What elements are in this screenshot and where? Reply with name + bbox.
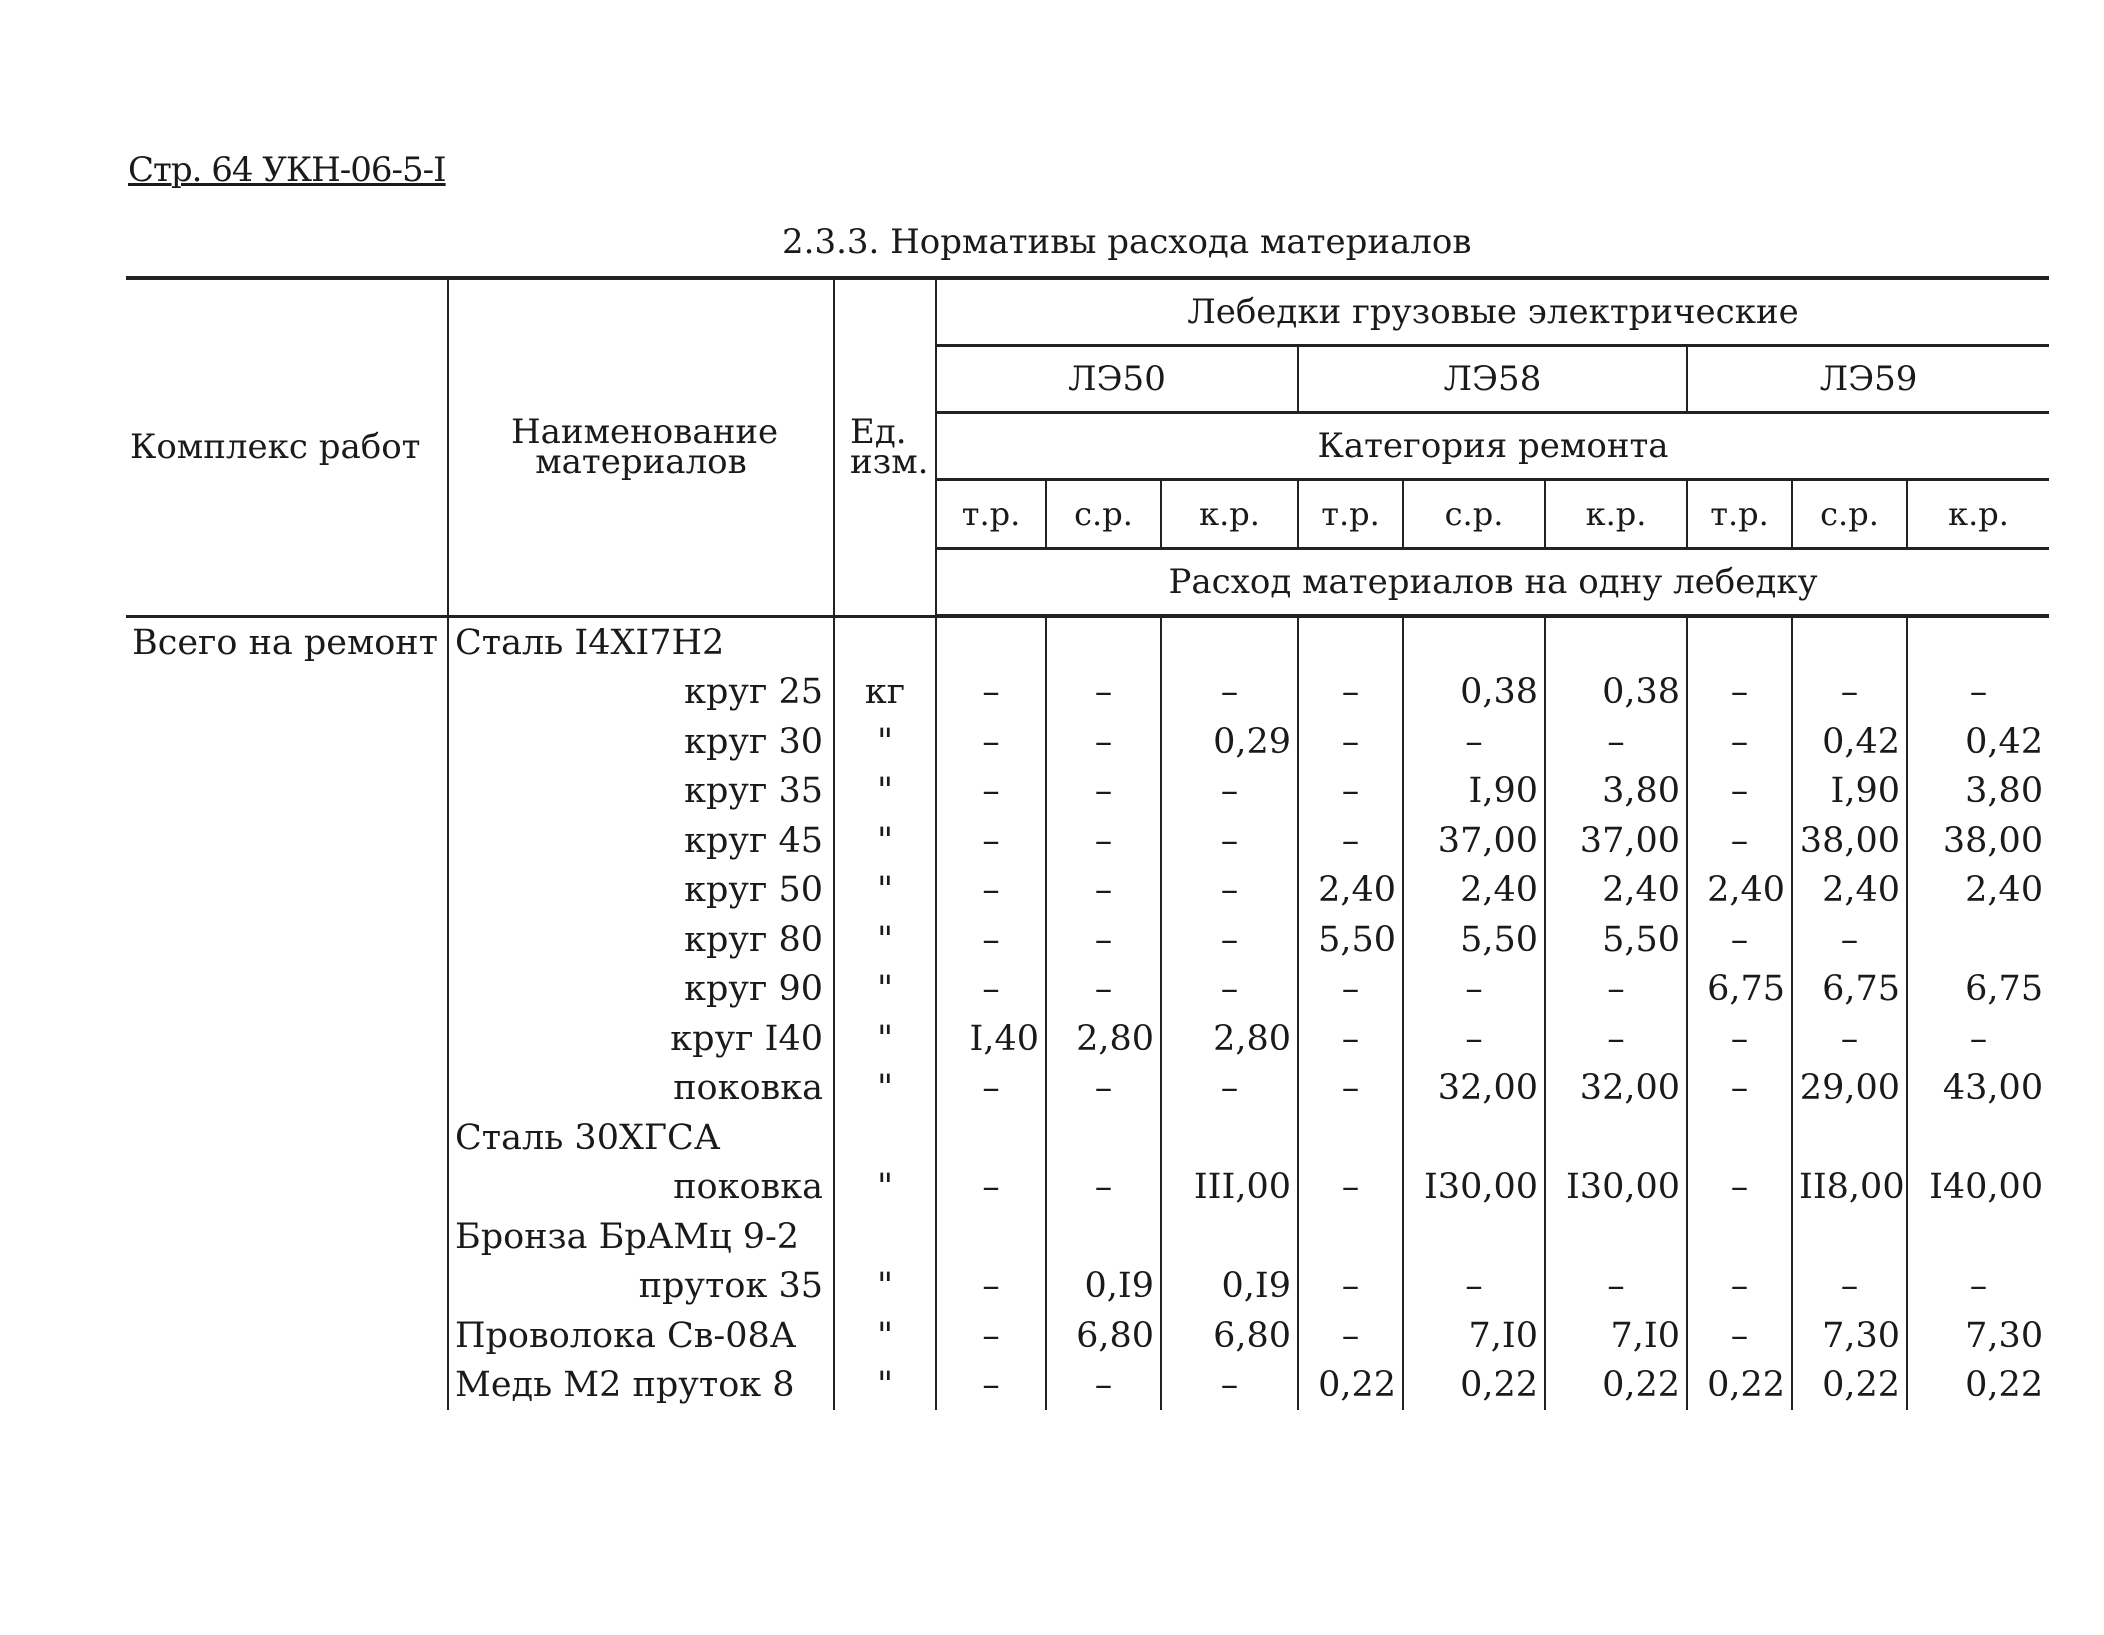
header-model-le58: ЛЭ58 bbox=[1298, 346, 1687, 413]
header-cat-4: т.р. bbox=[1298, 480, 1403, 549]
cell-unit: " bbox=[834, 1262, 936, 1312]
cell-value: 0,22 bbox=[1907, 1361, 2049, 1411]
cell-value bbox=[1907, 616, 2049, 668]
cell-value: – bbox=[1161, 767, 1298, 817]
cell-work bbox=[126, 915, 448, 965]
cell-material: Сталь 30ХГСА bbox=[448, 1113, 834, 1163]
cell-value: – bbox=[1545, 1262, 1687, 1312]
table-row bbox=[126, 1163, 2049, 1213]
cell-work bbox=[126, 668, 448, 718]
cell-value: 2,40 bbox=[1403, 866, 1545, 916]
cell-value: – bbox=[936, 915, 1046, 965]
table-row bbox=[126, 1064, 2049, 1114]
cell-value: 5,50 bbox=[1298, 915, 1403, 965]
cell-value: 7,I0 bbox=[1545, 1311, 1687, 1361]
cell-unit: " bbox=[834, 915, 936, 965]
cell-value: – bbox=[1687, 816, 1792, 866]
cell-value bbox=[1792, 1113, 1907, 1163]
cell-value: – bbox=[1792, 915, 1907, 965]
cell-value: – bbox=[1907, 1262, 2049, 1312]
cell-value: – bbox=[1298, 1262, 1403, 1312]
header-cat-2: с.р. bbox=[1046, 480, 1161, 549]
cell-unit bbox=[834, 616, 936, 668]
cell-value: 0,I9 bbox=[1046, 1262, 1161, 1312]
cell-value: 0,42 bbox=[1907, 717, 2049, 767]
cell-value: – bbox=[1046, 816, 1161, 866]
cell-value: III,00 bbox=[1161, 1163, 1298, 1213]
cell-material: круг I40 bbox=[448, 1014, 834, 1064]
cell-unit: " bbox=[834, 816, 936, 866]
cell-value: 6,75 bbox=[1687, 965, 1792, 1015]
cell-value: 0,29 bbox=[1161, 717, 1298, 767]
cell-value: 43,00 bbox=[1907, 1064, 2049, 1114]
cell-value bbox=[1907, 1212, 2049, 1262]
cell-material: круг 90 bbox=[448, 965, 834, 1015]
cell-value: 6,75 bbox=[1907, 965, 2049, 1015]
cell-material: Медь М2 пруток 8 bbox=[448, 1361, 834, 1411]
cell-material: круг 45 bbox=[448, 816, 834, 866]
cell-value: I,90 bbox=[1403, 767, 1545, 817]
cell-value: – bbox=[936, 1262, 1046, 1312]
cell-value: 38,00 bbox=[1792, 816, 1907, 866]
cell-value: – bbox=[1907, 668, 2049, 718]
cell-value: I,40 bbox=[936, 1014, 1046, 1064]
cell-value: 0,I9 bbox=[1161, 1262, 1298, 1312]
cell-value: 2,80 bbox=[1046, 1014, 1161, 1064]
cell-value: 0,22 bbox=[1298, 1361, 1403, 1411]
cell-value: 0,22 bbox=[1403, 1361, 1545, 1411]
cell-work bbox=[126, 1014, 448, 1064]
header-cat-8: с.р. bbox=[1792, 480, 1907, 549]
cell-work: Всего на ремонт bbox=[132, 622, 438, 663]
cell-value: 0,38 bbox=[1545, 668, 1687, 718]
cell-value: – bbox=[1403, 1262, 1545, 1312]
cell-value bbox=[1298, 616, 1403, 668]
cell-value: – bbox=[1161, 965, 1298, 1015]
cell-unit bbox=[834, 1113, 936, 1163]
cell-value: – bbox=[1792, 1262, 1907, 1312]
cell-value bbox=[1046, 1113, 1161, 1163]
cell-material: круг 30 bbox=[448, 717, 834, 767]
cell-value: 0,42 bbox=[1792, 717, 1907, 767]
header-work-complex: Комплекс работ bbox=[126, 278, 448, 616]
cell-value bbox=[1792, 616, 1907, 668]
cell-value: 0,22 bbox=[1687, 1361, 1792, 1411]
cell-work bbox=[126, 1113, 448, 1163]
cell-value: I30,00 bbox=[1403, 1163, 1545, 1213]
materials-norms-table bbox=[126, 276, 2049, 1410]
cell-value: – bbox=[936, 1361, 1046, 1411]
cell-unit: " bbox=[834, 717, 936, 767]
cell-value: – bbox=[936, 1163, 1046, 1213]
cell-value: – bbox=[936, 866, 1046, 916]
header-cat-5: с.р. bbox=[1403, 480, 1545, 549]
cell-value: – bbox=[1046, 866, 1161, 916]
cell-unit: " bbox=[834, 1064, 936, 1114]
cell-value: – bbox=[1403, 1014, 1545, 1064]
header-model-le50: ЛЭ50 bbox=[936, 346, 1298, 413]
cell-value: – bbox=[1298, 1163, 1403, 1213]
cell-unit bbox=[834, 1212, 936, 1262]
table-body bbox=[126, 616, 2049, 1410]
cell-value bbox=[1545, 1212, 1687, 1262]
cell-value: 7,30 bbox=[1792, 1311, 1907, 1361]
cell-value: 2,40 bbox=[1792, 866, 1907, 916]
table-row bbox=[126, 767, 2049, 817]
cell-value: – bbox=[1161, 816, 1298, 866]
cell-value: 3,80 bbox=[1545, 767, 1687, 817]
cell-value: – bbox=[1046, 1163, 1161, 1213]
cell-value: 6,75 bbox=[1792, 965, 1907, 1015]
cell-value: – bbox=[1046, 717, 1161, 767]
cell-value: – bbox=[936, 816, 1046, 866]
cell-value: – bbox=[1687, 717, 1792, 767]
cell-unit: " bbox=[834, 767, 936, 817]
header-cat-6: к.р. bbox=[1545, 480, 1687, 549]
cell-value: – bbox=[1687, 1064, 1792, 1114]
cell-value: – bbox=[1545, 717, 1687, 767]
cell-value: 37,00 bbox=[1545, 816, 1687, 866]
cell-value: 2,40 bbox=[1907, 866, 2049, 916]
cell-value: – bbox=[1298, 1311, 1403, 1361]
cell-work bbox=[126, 1361, 448, 1411]
cell-value: – bbox=[1046, 915, 1161, 965]
cell-value: – bbox=[1161, 1361, 1298, 1411]
cell-value bbox=[1907, 1113, 2049, 1163]
cell-value: – bbox=[1545, 1014, 1687, 1064]
cell-value bbox=[1545, 1113, 1687, 1163]
cell-material: круг 35 bbox=[448, 767, 834, 817]
cell-value: – bbox=[1545, 965, 1687, 1015]
cell-value: – bbox=[1046, 965, 1161, 1015]
table-row bbox=[126, 1311, 2049, 1361]
cell-material: Проволока Св-08А bbox=[448, 1311, 834, 1361]
cell-material: Сталь I4XI7H2 bbox=[448, 616, 834, 668]
header-cat-9: к.р. bbox=[1907, 480, 2049, 549]
cell-value: – bbox=[1046, 1064, 1161, 1114]
cell-value: 37,00 bbox=[1403, 816, 1545, 866]
header-unit bbox=[834, 278, 936, 616]
header-material-name bbox=[448, 278, 834, 616]
table-row bbox=[126, 1113, 2049, 1163]
cell-value: – bbox=[1687, 1163, 1792, 1213]
cell-value: – bbox=[1298, 1064, 1403, 1114]
header-unit-text: Ед. изм. bbox=[850, 412, 929, 483]
table-row bbox=[126, 717, 2049, 767]
header-cat-7: т.р. bbox=[1687, 480, 1792, 549]
cell-value: – bbox=[1687, 1014, 1792, 1064]
cell-value: – bbox=[936, 767, 1046, 817]
header-repair-category: Категория ремонта bbox=[936, 413, 2049, 480]
page-reference: Стр. 64 УКН-06-5-I bbox=[128, 150, 446, 190]
cell-unit: " bbox=[834, 1014, 936, 1064]
cell-work bbox=[126, 965, 448, 1015]
cell-work bbox=[126, 1212, 448, 1262]
cell-value: 0,22 bbox=[1545, 1361, 1687, 1411]
cell-work bbox=[126, 1262, 448, 1312]
cell-value bbox=[1161, 616, 1298, 668]
table-row bbox=[126, 668, 2049, 718]
table-row bbox=[126, 816, 2049, 866]
cell-value: 3,80 bbox=[1907, 767, 2049, 817]
cell-value: – bbox=[1046, 668, 1161, 718]
cell-value: – bbox=[1298, 717, 1403, 767]
header-cat-3: к.р. bbox=[1161, 480, 1298, 549]
cell-value: – bbox=[1687, 1262, 1792, 1312]
cell-value: 6,80 bbox=[1161, 1311, 1298, 1361]
cell-value bbox=[1403, 1212, 1545, 1262]
cell-value: – bbox=[1298, 816, 1403, 866]
cell-work bbox=[126, 1311, 448, 1361]
cell-value bbox=[1298, 1113, 1403, 1163]
table-row bbox=[126, 915, 2049, 965]
cell-value bbox=[936, 616, 1046, 668]
header-group-winches: Лебедки грузовые электрические bbox=[936, 278, 2049, 346]
cell-value: – bbox=[1298, 668, 1403, 718]
cell-value bbox=[936, 1212, 1046, 1262]
cell-value: 2,80 bbox=[1161, 1014, 1298, 1064]
cell-value: – bbox=[1403, 717, 1545, 767]
cell-value: – bbox=[1792, 668, 1907, 718]
cell-value: – bbox=[936, 965, 1046, 1015]
cell-value: – bbox=[1792, 1014, 1907, 1064]
cell-value: 0,38 bbox=[1403, 668, 1545, 718]
cell-value: I30,00 bbox=[1545, 1163, 1687, 1213]
cell-value: 7,30 bbox=[1907, 1311, 2049, 1361]
cell-work bbox=[126, 767, 448, 817]
cell-work bbox=[126, 816, 448, 866]
cell-value: – bbox=[936, 1064, 1046, 1114]
cell-material: поковка bbox=[448, 1163, 834, 1213]
cell-unit: " bbox=[834, 1361, 936, 1411]
header-model-le59: ЛЭ59 bbox=[1687, 346, 2049, 413]
cell-value: 2,40 bbox=[1545, 866, 1687, 916]
cell-value: – bbox=[1403, 965, 1545, 1015]
cell-value bbox=[936, 1113, 1046, 1163]
header-material-name-text: Наименование материалов bbox=[511, 412, 779, 483]
cell-work bbox=[126, 866, 448, 916]
cell-value: – bbox=[1687, 915, 1792, 965]
cell-value: I40,00 bbox=[1907, 1163, 2049, 1213]
cell-value: – bbox=[936, 668, 1046, 718]
cell-unit: " bbox=[834, 965, 936, 1015]
table-row bbox=[126, 965, 2049, 1015]
cell-value: 38,00 bbox=[1907, 816, 2049, 866]
cell-value: – bbox=[1161, 915, 1298, 965]
cell-unit: " bbox=[834, 1311, 936, 1361]
cell-value: 6,80 bbox=[1046, 1311, 1161, 1361]
cell-value: – bbox=[1298, 767, 1403, 817]
cell-value: 0,22 bbox=[1792, 1361, 1907, 1411]
cell-value: – bbox=[1046, 767, 1161, 817]
cell-value: 5,50 bbox=[1403, 915, 1545, 965]
cell-value: – bbox=[936, 1311, 1046, 1361]
cell-value: – bbox=[1687, 767, 1792, 817]
table-row bbox=[126, 1361, 2049, 1411]
cell-value bbox=[1907, 915, 2049, 965]
header-consumption: Расход материалов на одну лебедку bbox=[936, 549, 2049, 617]
cell-value: – bbox=[1298, 1014, 1403, 1064]
cell-value: – bbox=[1687, 668, 1792, 718]
cell-material: пруток 35 bbox=[448, 1262, 834, 1312]
cell-value bbox=[1687, 1212, 1792, 1262]
table-row bbox=[126, 1014, 2049, 1064]
cell-value bbox=[1161, 1113, 1298, 1163]
cell-value: – bbox=[1161, 1064, 1298, 1114]
cell-value: – bbox=[1046, 1361, 1161, 1411]
cell-unit: кг bbox=[834, 668, 936, 718]
cell-value: 7,I0 bbox=[1403, 1311, 1545, 1361]
cell-value bbox=[1046, 616, 1161, 668]
cell-value bbox=[1298, 1212, 1403, 1262]
cell-material: Бронза БрАМц 9-2 bbox=[448, 1212, 834, 1262]
cell-value: – bbox=[1161, 866, 1298, 916]
cell-value: II8,00 bbox=[1792, 1163, 1907, 1213]
cell-value bbox=[1687, 1113, 1792, 1163]
cell-work bbox=[126, 1163, 448, 1213]
cell-material: круг 50 bbox=[448, 866, 834, 916]
table-title: 2.3.3. Нормативы расхода материалов bbox=[782, 222, 1472, 262]
cell-work bbox=[126, 717, 448, 767]
cell-value bbox=[1792, 1212, 1907, 1262]
cell-value: 5,50 bbox=[1545, 915, 1687, 965]
cell-unit: " bbox=[834, 1163, 936, 1213]
cell-value: – bbox=[1687, 1311, 1792, 1361]
cell-value: – bbox=[1298, 965, 1403, 1015]
header-cat-1: т.р. bbox=[936, 480, 1046, 549]
cell-value: I,90 bbox=[1792, 767, 1907, 817]
cell-value bbox=[1403, 1113, 1545, 1163]
cell-value: – bbox=[1907, 1014, 2049, 1064]
cell-value: – bbox=[1161, 668, 1298, 718]
cell-value bbox=[1545, 616, 1687, 668]
cell-value: – bbox=[936, 717, 1046, 767]
cell-unit: " bbox=[834, 866, 936, 916]
cell-material: круг 25 bbox=[448, 668, 834, 718]
cell-value bbox=[1046, 1212, 1161, 1262]
cell-value: 32,00 bbox=[1545, 1064, 1687, 1114]
cell-value bbox=[1403, 616, 1545, 668]
cell-value bbox=[1161, 1212, 1298, 1262]
cell-value bbox=[1687, 616, 1792, 668]
table-row bbox=[126, 1262, 2049, 1312]
cell-value: 32,00 bbox=[1403, 1064, 1545, 1114]
cell-value: 2,40 bbox=[1687, 866, 1792, 916]
cell-material: круг 80 bbox=[448, 915, 834, 965]
cell-value: 2,40 bbox=[1298, 866, 1403, 916]
table-row bbox=[126, 616, 2049, 668]
table-row bbox=[126, 866, 2049, 916]
table-row bbox=[126, 1212, 2049, 1262]
cell-work bbox=[126, 1064, 448, 1114]
cell-value: 29,00 bbox=[1792, 1064, 1907, 1114]
cell-material: поковка bbox=[448, 1064, 834, 1114]
